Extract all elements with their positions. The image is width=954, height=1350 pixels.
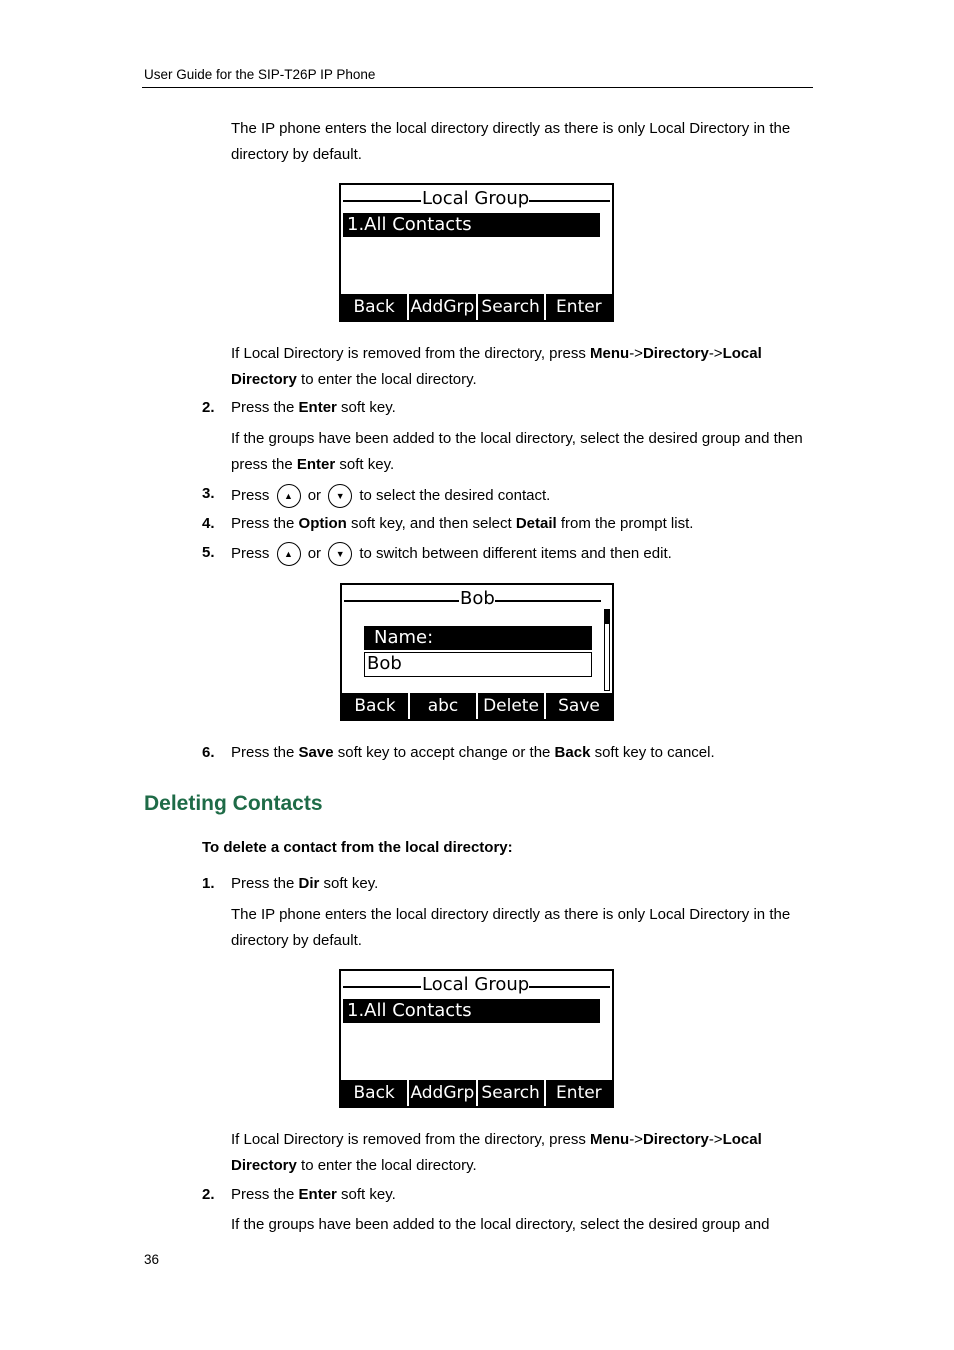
softkey-back: Back	[353, 1083, 395, 1103]
removed-note: If Local Directory is removed from the directory, press Menu->Directory->Local Directory to enter the local directory.	[231, 1131, 762, 1174]
step-text: Press the Enter soft key.	[231, 399, 396, 416]
lcd-selected-item: 1.All Contacts	[343, 213, 600, 237]
step-number: 3.	[202, 485, 215, 502]
lcd-selected-item: 1.All Contacts	[343, 999, 600, 1023]
step-text: Press ▲ or ▼ to select the desired contact.	[231, 484, 550, 508]
down-arrow-key-icon: ▼	[328, 484, 352, 508]
step-note: The IP phone enters the local directory directly as there is only Local Directory in the directory by default.	[231, 906, 791, 949]
softkey-addgrp: AddGrp	[407, 1080, 475, 1106]
page-number: 36	[144, 1252, 160, 1267]
step-number: 1.	[202, 875, 215, 892]
softkey-abc: abc	[408, 693, 476, 719]
step-number: 2.	[202, 1186, 215, 1203]
down-arrow-key-icon: ▼	[328, 542, 352, 566]
softkey-back: Back	[354, 696, 396, 716]
step-number: 4.	[202, 515, 215, 532]
step-number: 6.	[202, 744, 215, 761]
lcd-softkey-bar	[341, 294, 612, 320]
step-note: If the groups have been added to the local directory, select the desired group and	[231, 1216, 770, 1233]
lcd-title: Local Group	[422, 974, 530, 995]
up-arrow-key-icon: ▲	[277, 484, 301, 508]
softkey-enter: Enter	[544, 1080, 612, 1106]
step-text: Press the Option soft key, and then select Detail from the prompt list.	[231, 515, 694, 532]
step-text: Press the Dir soft key.	[231, 875, 379, 892]
header-rule	[142, 87, 813, 88]
step-number: 2.	[202, 399, 215, 416]
step-number: 5.	[202, 544, 215, 561]
softkey-search: Search	[476, 294, 544, 320]
lcd-name-field: Bob	[364, 652, 592, 677]
lcd-local-group-screenshot	[339, 183, 614, 322]
lcd-title: Bob	[460, 588, 495, 609]
lcd-softkey-bar	[341, 1080, 612, 1106]
softkey-enter: Enter	[544, 294, 612, 320]
step-note: If the groups have been added to the local directory, select the desired group and then press the Enter soft key.	[231, 430, 803, 473]
lcd-selected-label: Name:	[364, 626, 592, 650]
softkey-save: Save	[544, 693, 612, 719]
removed-note: If Local Directory is removed from the directory, press Menu->Directory->Local Directory to enter the local directory.	[231, 345, 762, 388]
softkey-search: Search	[476, 1080, 544, 1106]
lcd-title: Local Group	[422, 188, 530, 209]
lcd-softkey-bar	[342, 693, 612, 719]
lcd-local-group-screenshot	[339, 969, 614, 1108]
softkey-addgrp: AddGrp	[407, 294, 475, 320]
softkey-delete: Delete	[476, 693, 544, 719]
lcd-bob-screenshot	[340, 583, 614, 721]
step-text: Press the Enter soft key.	[231, 1186, 396, 1203]
page-header-title: User Guide for the SIP-T26P IP Phone	[144, 67, 376, 82]
step-text: Press the Save soft key to accept change or the Back soft key to cancel.	[231, 744, 715, 761]
softkey-back: Back	[353, 297, 395, 317]
lcd-scrollbar	[604, 609, 610, 691]
section-heading: Deleting Contacts	[144, 792, 323, 815]
intro-paragraph: The IP phone enters the local directory directly as there is only Local Directory in the directory by default.	[231, 120, 791, 163]
up-arrow-key-icon: ▲	[277, 542, 301, 566]
step-text: Press ▲ or ▼ to switch between different items and then edit.	[231, 542, 672, 566]
procedure-subheading: To delete a contact from the local directory:	[202, 839, 513, 856]
